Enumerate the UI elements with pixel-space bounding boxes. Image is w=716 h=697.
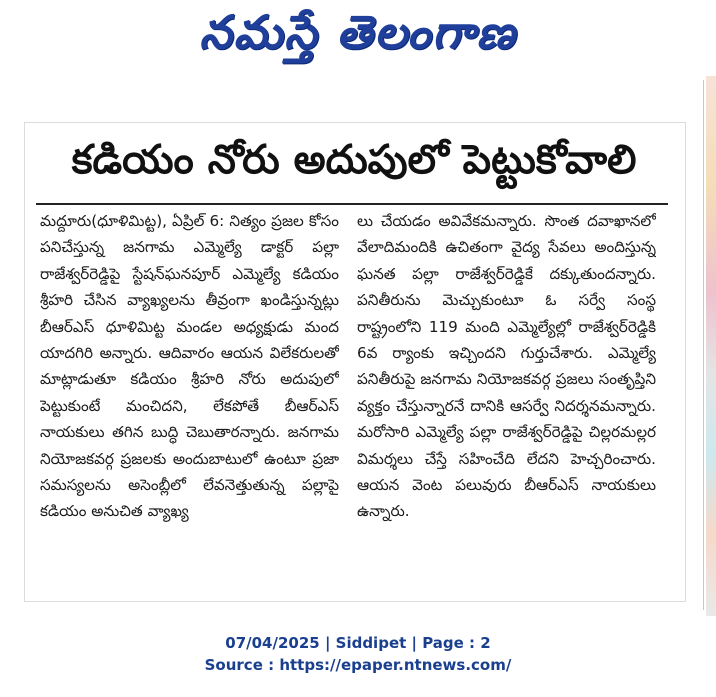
newspaper-logo: నమస్తే తెలంగాణ (199, 5, 517, 59)
masthead (0, 0, 716, 76)
page-edge-divider (703, 80, 704, 610)
adjacent-page-strip (706, 76, 716, 616)
article-column-left: మద్దూరు(ధూళిమిట్ట), ఏప్రిల్ 6: నిత్యం ప్రజల కోసం పనిచేస్తున్న జనగామ ఎమ్మెల్యే డాక్టర్ పల్లా రాజేశ్వర్‌రెడ్డిపై స్టేషన్‌ఘనపూర్ ఎమ్మెల్యే కడియం శ్రీహరి చేసిన వ్యాఖ్యలను తీవ్రంగా ఖండిస్తున్నట్లు బీఆర్‌ఎస్ ధూళిమిట్ట మండల అధ్యక్షుడు మంద యాదగిరి అన్నారు. ఆదివారం ఆయన విలేకరులతో మాట్లాడుతూ కడియం శ్రీహరి నోరు అదుపులో పెట్టుకుంటే మంచిదని, లేకపోతే బీఆర్‌ఎస్ నాయకులు తగిన బుద్ధి చెబుతారన్నారు. జనగామ నియోజకవర్గ ప్రజలకు అందుబాటులో ఉంటూ ప్రజా సమస్యలను అసెంబ్లీలో లేవనెత్తుతున్న పల్లాపై కడియం అనుచిత వ్యాఖ్య (40, 212, 339, 521)
article-headline: కడియం నోరు అదుపులో పెట్టుకోవాలి (71, 137, 637, 183)
edition-info: 07/04/2025 | Siddipet | Page : 2 (225, 634, 491, 652)
clipping-footer (0, 632, 716, 676)
article-column-right: లు చేయడం అవివేకమన్నారు. సొంత దవాఖానలో వేలాదిమందికి ఉచితంగా వైద్య సేవలు అందిస్తున్న ఘనత పల్లా రాజేశ్వర్‌రెడ్డికే దక్కుతుందన్నారు. పనితీరును మెచ్చుకుంటూ ఓ సర్వే సంస్థ రాష్ట్రంలోని 119 మంది ఎమ్మెల్యేల్లో రాజేశ్వర్‌రెడ్డికి 6వ ర్యాంకు ఇచ్చిందని గుర్తుచేశారు. ఎమ్మెల్యే పనితీరుపై జనగామ నియోజకవర్గ ప్రజలు సంతృప్తిని వ్యక్తం చేస్తున్నారనే దానికి ఆసర్వే నిదర్శనమన్నారు. మరోసారి ఎమ్మెల్యే పల్లా రాజేశ్వర్‌రెడ్డిపై చిల్లరమల్లర విమర్శలు చేస్తే సహించేది లేదని హెచ్చరించారు. ఆయన వెంట పలువురు బీఆర్‌ఎస్ నాయకులు ఉన్నారు. (357, 212, 656, 521)
headline-divider (36, 203, 668, 205)
article-body (40, 208, 656, 586)
source-link[interactable]: Source : https://epaper.ntnews.com/ (204, 656, 512, 674)
